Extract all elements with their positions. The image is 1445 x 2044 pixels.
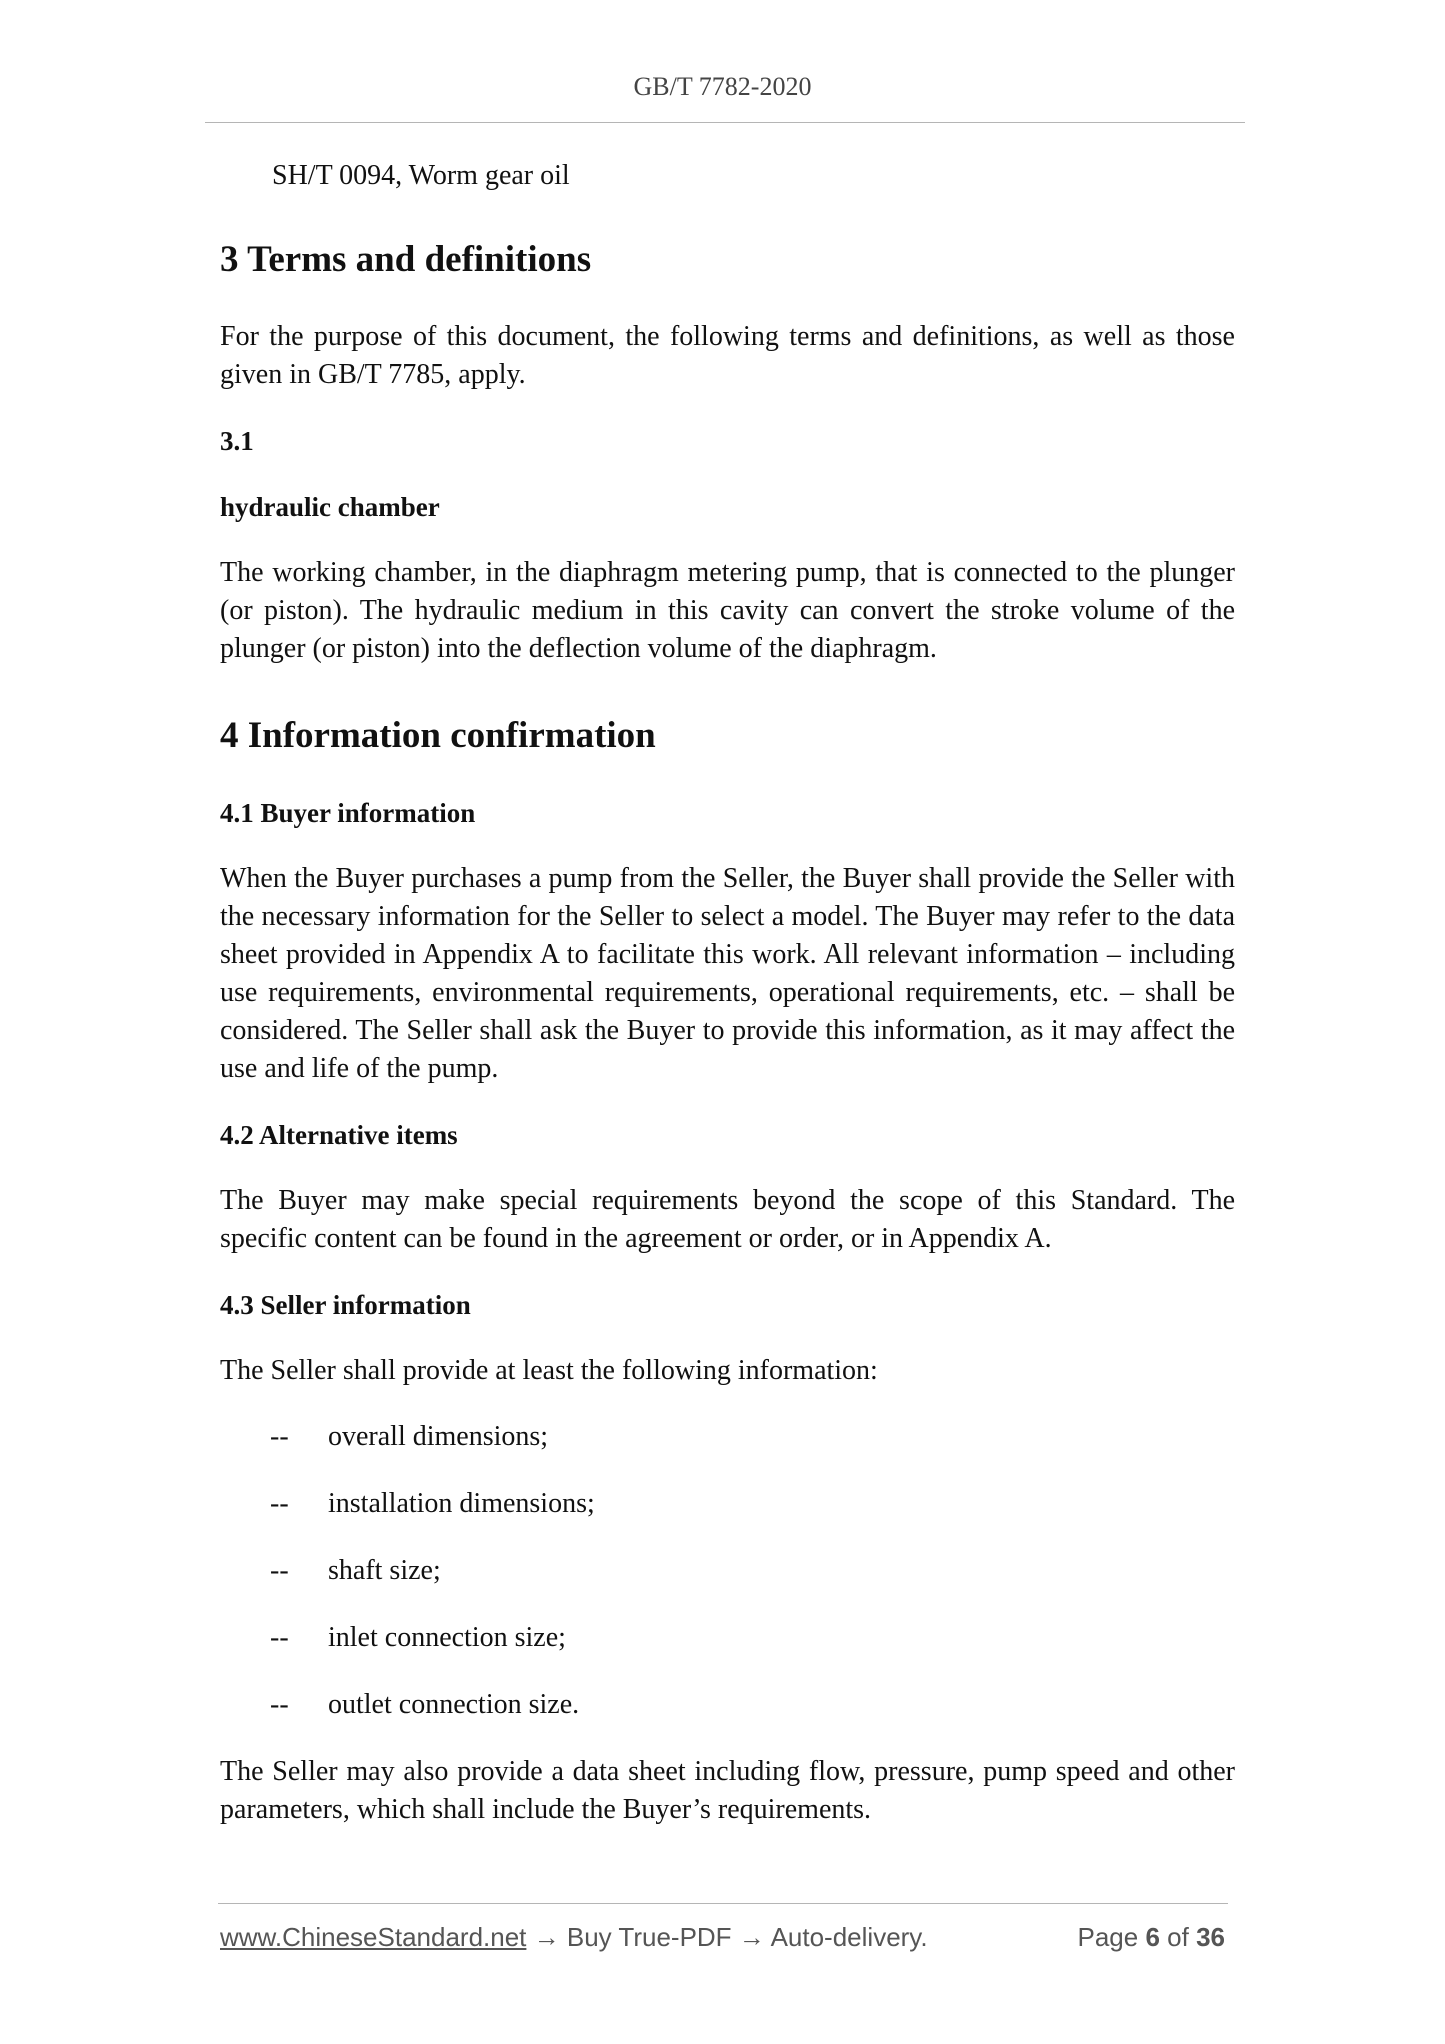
document-body xyxy=(220,156,1235,1857)
subsection-4-2-heading: 4.2 Alternative items xyxy=(220,1120,458,1150)
seller-info-list xyxy=(220,1418,1235,1724)
subsection-4-3-heading: 4.3 Seller information xyxy=(220,1290,471,1320)
page-label: Page xyxy=(1077,1922,1139,1952)
list-item xyxy=(220,1619,1235,1657)
list-item xyxy=(220,1552,1235,1590)
list-item xyxy=(220,1485,1235,1523)
footer-promo xyxy=(220,1922,928,1953)
current-page-number: 6 xyxy=(1145,1922,1160,1952)
normative-reference-line: SH/T 0094, Worm gear oil xyxy=(272,160,570,191)
subsection-4-1-text: When the Buyer purchases a pump from the Seller, the Buyer shall provide the Seller with the necessary information for the Seller to select a model. The Buyer may refer to the data sheet provided in Appendix A to facilitate this work. All relevant information – including use requirements, environmental requirements, operational requirements, etc. – shall be considered. The Seller shall ask the Buyer to provide this information, as it may affect the use and life of the pump. xyxy=(220,863,1235,1084)
list-item xyxy=(220,1686,1235,1724)
subsection-4-3-intro: The Seller shall provide at least the following information: xyxy=(220,1355,878,1386)
list-dash-marker: -- xyxy=(270,1488,289,1519)
list-item-text: overall dimensions; xyxy=(328,1421,549,1452)
clause-3-1-number: 3.1 xyxy=(220,426,254,456)
term-hydraulic-chamber: hydraulic chamber xyxy=(220,492,440,522)
section-3-heading: 3 Terms and definitions xyxy=(220,239,592,280)
page-indicator xyxy=(1077,1922,1225,1953)
subsection-4-1-heading: 4.1 Buyer information xyxy=(220,798,476,828)
section-4-heading: 4 Information confirmation xyxy=(220,715,656,756)
section-3-intro: For the purpose of this document, the following terms and definitions, as well as those given in GB/T 7785, apply. xyxy=(220,321,1235,390)
list-dash-marker: -- xyxy=(270,1421,289,1452)
list-dash-marker: -- xyxy=(270,1622,289,1653)
chinesestandard-link[interactable]: www.ChineseStandard.net xyxy=(220,1922,527,1952)
list-item-text: outlet connection size. xyxy=(328,1689,580,1720)
list-item xyxy=(220,1418,1235,1456)
header-divider xyxy=(205,122,1245,123)
footer-divider xyxy=(218,1903,1228,1904)
of-label: of xyxy=(1167,1922,1189,1952)
page-header: GB/T 7782-2020 xyxy=(633,72,812,101)
list-item-text: inlet connection size; xyxy=(328,1622,566,1653)
subsection-4-2-text: The Buyer may make special requirements beyond the scope of this Standard. The specific content can be found in the agreement or order, or in Appendix A. xyxy=(220,1185,1235,1254)
list-dash-marker: -- xyxy=(270,1555,289,1586)
footer-tagline: → Buy True-PDF → Auto-delivery. xyxy=(526,1922,928,1952)
closing-paragraph: The Seller may also provide a data sheet including flow, pressure, pump speed and other parameters, which shall include the Buyer’s requirements. xyxy=(220,1756,1235,1825)
list-item-text: shaft size; xyxy=(328,1555,441,1586)
list-item-text: installation dimensions; xyxy=(328,1488,595,1519)
total-pages-number: 36 xyxy=(1196,1922,1225,1952)
term-definition: The working chamber, in the diaphragm metering pump, that is connected to the plunger (or piston). The hydraulic medium in this cavity can convert the stroke volume of the plunger (or piston) into the deflection volume of the diaphragm. xyxy=(220,557,1235,664)
list-dash-marker: -- xyxy=(270,1689,289,1720)
